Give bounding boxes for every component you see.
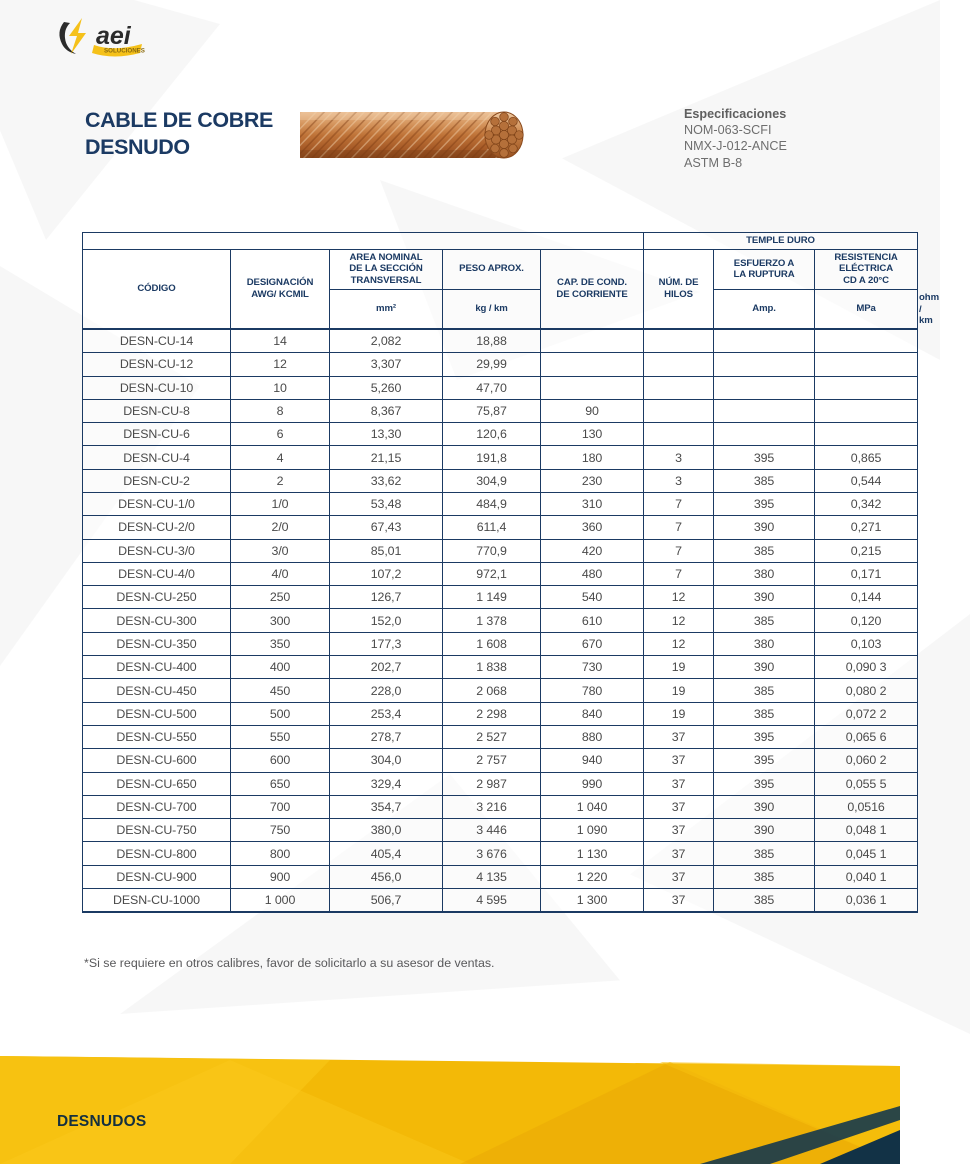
cell-designacion: 4 [231,446,330,469]
cell-peso: 4 135 [443,865,541,888]
table-row [83,656,918,679]
cell-esfuerzo: 385 [714,679,815,702]
cell-area: 278,7 [330,725,443,748]
table-row [83,562,918,585]
cell-resistencia: 0,342 [815,493,918,516]
cell-codigo: DESN-CU-4 [83,446,231,469]
cell-hilos: 7 [644,562,714,585]
cell-resistencia [815,423,918,446]
cell-hilos [644,423,714,446]
cell-cap: 420 [541,539,644,562]
table-row [83,399,918,422]
cell-resistencia [815,376,918,399]
cell-cap: 940 [541,749,644,772]
cell-hilos [644,353,714,376]
cell-esfuerzo [714,329,815,352]
cell-cap: 130 [541,423,644,446]
cell-cap: 780 [541,679,644,702]
resistencia-line-3: CD A 20°C [843,275,890,287]
cell-esfuerzo: 390 [714,516,815,539]
cell-hilos: 19 [644,702,714,725]
cell-cap: 840 [541,702,644,725]
cell-hilos: 7 [644,539,714,562]
cell-codigo: DESN-CU-600 [83,749,231,772]
cell-resistencia: 0,080 2 [815,679,918,702]
specifications-label: Especificaciones [684,107,787,121]
cell-hilos: 12 [644,632,714,655]
cell-hilos: 19 [644,679,714,702]
cell-area: 3,307 [330,353,443,376]
cell-resistencia: 0,065 6 [815,725,918,748]
cell-esfuerzo: 380 [714,632,815,655]
table-row [83,539,918,562]
footer-label: DESNUDOS [57,1113,147,1130]
unit-esfuerzo: MPa [815,289,918,329]
cell-codigo: DESN-CU-550 [83,725,231,748]
cell-codigo: DESN-CU-2/0 [83,516,231,539]
cell-codigo: DESN-CU-2 [83,469,231,492]
cell-resistencia: 0,090 3 [815,656,918,679]
page-header [0,95,900,185]
specifications-table-container [82,232,939,913]
cell-cap: 540 [541,586,644,609]
cell-cap: 1 040 [541,795,644,818]
company-logo [52,14,182,60]
cell-esfuerzo [714,399,815,422]
cell-cap: 310 [541,493,644,516]
cell-cap [541,353,644,376]
cell-hilos: 37 [644,889,714,912]
cell-designacion: 650 [231,772,330,795]
cell-area: 456,0 [330,865,443,888]
cell-designacion: 2/0 [231,516,330,539]
unit-capacidad: Amp. [714,289,815,329]
cell-cap: 1 220 [541,865,644,888]
cell-area: 253,4 [330,702,443,725]
cell-esfuerzo: 385 [714,842,815,865]
resistencia-line-1: RESISTENCIA [834,251,898,263]
cell-codigo: DESN-CU-10 [83,376,231,399]
cell-peso: 4 595 [443,889,541,912]
cell-designacion: 600 [231,749,330,772]
cell-area: 304,0 [330,749,443,772]
cell-designacion: 400 [231,656,330,679]
table-row [83,749,918,772]
cell-area: 33,62 [330,469,443,492]
cell-resistencia: 0,215 [815,539,918,562]
footer-banner-graphic [0,1046,900,1164]
designacion-line-2: AWG/ KCMIL [251,289,309,301]
cell-cap [541,376,644,399]
cell-area: 506,7 [330,889,443,912]
cell-hilos: 7 [644,516,714,539]
designacion-line-1: DESIGNACIÓN [246,277,314,289]
cell-hilos: 19 [644,656,714,679]
cell-designacion: 900 [231,865,330,888]
cell-hilos: 7 [644,493,714,516]
cell-area: 228,0 [330,679,443,702]
cell-designacion: 1 000 [231,889,330,912]
product-image [300,100,550,168]
cell-hilos: 37 [644,795,714,818]
cell-codigo: DESN-CU-500 [83,702,231,725]
cell-codigo: DESN-CU-900 [83,865,231,888]
cell-esfuerzo: 390 [714,656,815,679]
esfuerzo-line-1: ESFUERZO A [733,257,795,269]
column-header-numero-hilos [644,249,714,329]
cell-peso: 2 068 [443,679,541,702]
cell-peso: 1 838 [443,656,541,679]
cell-esfuerzo: 385 [714,702,815,725]
table-head [83,233,939,330]
cell-cap: 90 [541,399,644,422]
table-row [83,353,918,376]
cell-cap: 230 [541,469,644,492]
table-row [83,423,918,446]
cell-cap: 180 [541,446,644,469]
cell-resistencia: 0,048 1 [815,819,918,842]
cell-designacion: 14 [231,329,330,352]
cell-esfuerzo: 395 [714,749,815,772]
table-row [83,609,918,632]
cell-area: 405,4 [330,842,443,865]
cell-codigo: DESN-CU-700 [83,795,231,818]
cell-resistencia: 0,171 [815,562,918,585]
table-row [83,446,918,469]
cell-designacion: 550 [231,725,330,748]
cell-cap: 670 [541,632,644,655]
cell-cap [541,329,644,352]
cell-area: 380,0 [330,819,443,842]
cell-esfuerzo: 395 [714,446,815,469]
cell-esfuerzo: 385 [714,889,815,912]
cell-codigo: DESN-CU-12 [83,353,231,376]
table-row [83,679,918,702]
hilos-line-1: NÚM. DE [658,277,699,289]
cell-peso: 29,99 [443,353,541,376]
cell-esfuerzo: 380 [714,562,815,585]
cell-resistencia: 0,055 5 [815,772,918,795]
cell-codigo: DESN-CU-300 [83,609,231,632]
cell-designacion: 800 [231,842,330,865]
cell-area: 177,3 [330,632,443,655]
cell-peso: 1 149 [443,586,541,609]
table-header-row [83,249,918,289]
cell-designacion: 3/0 [231,539,330,562]
cell-peso: 3 446 [443,819,541,842]
page-title [85,107,300,160]
cell-peso: 3 216 [443,795,541,818]
cell-resistencia: 0,120 [815,609,918,632]
logo-tagline: SOLUCIONES [104,47,145,55]
esfuerzo-line-2: LA RUPTURA [733,269,795,281]
cell-designacion: 10 [231,376,330,399]
cell-area: 354,7 [330,795,443,818]
cell-peso: 611,4 [443,516,541,539]
copper-cable-illustration [300,100,550,168]
cell-area: 53,48 [330,493,443,516]
cell-codigo: DESN-CU-650 [83,772,231,795]
cell-resistencia [815,353,918,376]
column-header-designacion [231,249,330,329]
cell-cap: 610 [541,609,644,632]
cell-esfuerzo: 385 [714,609,815,632]
cell-esfuerzo: 395 [714,725,815,748]
footnote-text: *Si se requiere en otros calibres, favor de solicitarlo a su asesor de ventas. [84,956,495,970]
group-header-temple-duro: TEMPLE DURO [644,233,918,250]
cell-area: 2,082 [330,329,443,352]
cell-esfuerzo: 390 [714,795,815,818]
cell-cap: 880 [541,725,644,748]
cell-designacion: 8 [231,399,330,422]
logo-wordmark: aei [96,22,131,50]
cell-cap: 480 [541,562,644,585]
cell-area: 152,0 [330,609,443,632]
cell-hilos: 3 [644,469,714,492]
cell-cap: 990 [541,772,644,795]
cell-designacion: 300 [231,609,330,632]
cell-codigo: DESN-CU-800 [83,842,231,865]
cell-hilos: 37 [644,772,714,795]
cell-codigo: DESN-CU-4/0 [83,562,231,585]
cell-cap: 1 130 [541,842,644,865]
cell-codigo: DESN-CU-8 [83,399,231,422]
table-row [83,725,918,748]
capacidad-line-1: CAP. DE COND. [557,277,627,289]
cell-codigo: DESN-CU-6 [83,423,231,446]
table-row [83,842,918,865]
cell-designacion: 700 [231,795,330,818]
cell-resistencia [815,329,918,352]
cell-designacion: 1/0 [231,493,330,516]
cell-esfuerzo [714,376,815,399]
column-header-resistencia-electrica [815,249,918,289]
cell-hilos [644,376,714,399]
cell-area: 67,43 [330,516,443,539]
resistencia-line-2: ELÉCTRICA [839,263,894,275]
cell-esfuerzo: 390 [714,586,815,609]
cell-resistencia: 0,040 1 [815,865,918,888]
cell-resistencia: 0,060 2 [815,749,918,772]
table-row [83,493,918,516]
cell-designacion: 500 [231,702,330,725]
group-header-spacer [83,233,644,250]
specification-item: ASTM B-8 [684,155,743,170]
cell-peso: 191,8 [443,446,541,469]
cell-peso: 47,70 [443,376,541,399]
cell-esfuerzo: 385 [714,865,815,888]
cell-peso: 2 987 [443,772,541,795]
cell-area: 126,7 [330,586,443,609]
hilos-line-2: HILOS [664,289,693,301]
cell-resistencia [815,399,918,422]
cell-peso: 770,9 [443,539,541,562]
table-group-header-row [83,233,918,250]
cell-hilos: 37 [644,749,714,772]
cell-hilos [644,329,714,352]
page-title-line-2: DESNUDO [85,134,190,159]
cell-peso: 1 608 [443,632,541,655]
cell-resistencia: 0,271 [815,516,918,539]
cell-hilos: 37 [644,725,714,748]
column-header-peso-aprox: PESO APROX. [443,249,541,289]
column-header-capacidad-corriente [541,249,644,329]
cell-area: 13,30 [330,423,443,446]
cell-codigo: DESN-CU-3/0 [83,539,231,562]
cell-area: 85,01 [330,539,443,562]
cell-resistencia: 0,865 [815,446,918,469]
cell-peso: 2 298 [443,702,541,725]
cell-hilos: 37 [644,842,714,865]
cell-esfuerzo [714,423,815,446]
cell-peso: 304,9 [443,469,541,492]
table-row [83,795,918,818]
table-body [83,329,918,911]
cell-codigo: DESN-CU-450 [83,679,231,702]
cell-peso: 2 527 [443,725,541,748]
cell-codigo: DESN-CU-400 [83,656,231,679]
column-header-codigo: CÓDIGO [83,249,231,329]
footer-banner [0,1046,900,1164]
cell-area: 329,4 [330,772,443,795]
cell-peso: 1 378 [443,609,541,632]
specification-item: NMX-J-012-ANCE [684,139,787,154]
table-row [83,516,918,539]
table-row [83,819,918,842]
cell-esfuerzo: 385 [714,469,815,492]
cell-hilos: 37 [644,865,714,888]
cell-designacion: 450 [231,679,330,702]
cell-peso: 972,1 [443,562,541,585]
table-row [83,772,918,795]
cell-resistencia: 0,103 [815,632,918,655]
cell-resistencia: 0,544 [815,469,918,492]
cell-peso: 484,9 [443,493,541,516]
cell-resistencia: 0,036 1 [815,889,918,912]
cell-codigo: DESN-CU-350 [83,632,231,655]
cell-hilos: 12 [644,609,714,632]
cell-esfuerzo: 385 [714,539,815,562]
cell-esfuerzo [714,353,815,376]
area-line-1: AREA NOMINAL [349,251,423,263]
cell-codigo: DESN-CU-1000 [83,889,231,912]
cell-peso: 18,88 [443,329,541,352]
table-units-row: mm² kg / km Amp. MPa ohm / km [83,289,918,329]
cell-area: 8,367 [330,399,443,422]
cell-area: 5,260 [330,376,443,399]
table-row [83,702,918,725]
cell-area: 21,15 [330,446,443,469]
cell-codigo: DESN-CU-750 [83,819,231,842]
table-row [83,329,918,352]
cell-designacion: 750 [231,819,330,842]
cell-codigo: DESN-CU-250 [83,586,231,609]
table-row [83,586,918,609]
cell-designacion: 250 [231,586,330,609]
cell-esfuerzo: 395 [714,493,815,516]
cell-resistencia: 0,0516 [815,795,918,818]
specification-item: NOM-063-SCFI [684,123,772,138]
column-header-esfuerzo-ruptura [714,249,815,289]
cell-codigo: DESN-CU-1/0 [83,493,231,516]
cell-cap: 360 [541,516,644,539]
cell-hilos: 12 [644,586,714,609]
cell-peso: 3 676 [443,842,541,865]
cell-peso: 2 757 [443,749,541,772]
cell-esfuerzo: 390 [714,819,815,842]
cell-peso: 75,87 [443,399,541,422]
cell-hilos: 3 [644,446,714,469]
capacidad-line-2: DE CORRIENTE [556,289,628,301]
cell-codigo: DESN-CU-14 [83,329,231,352]
aei-logo-icon [52,14,182,60]
area-line-2: DE LA SECCIÓN [349,263,423,275]
specifications-block [684,106,787,171]
cell-area: 107,2 [330,562,443,585]
cell-resistencia: 0,144 [815,586,918,609]
cell-resistencia: 0,072 2 [815,702,918,725]
cell-cap: 1 090 [541,819,644,842]
cell-designacion: 2 [231,469,330,492]
cable-specifications-table [82,232,939,913]
cell-area: 202,7 [330,656,443,679]
cell-hilos: 37 [644,819,714,842]
unit-peso: kg / km [443,289,541,329]
cell-designacion: 350 [231,632,330,655]
cell-designacion: 12 [231,353,330,376]
unit-area: mm² [330,289,443,329]
table-row [83,469,918,492]
cell-designacion: 4/0 [231,562,330,585]
area-line-3: TRANSVERSAL [350,275,422,287]
cell-hilos [644,399,714,422]
page-title-line-1: CABLE DE COBRE [85,108,273,132]
cell-resistencia: 0,045 1 [815,842,918,865]
cell-designacion: 6 [231,423,330,446]
column-header-area-nominal [330,249,443,289]
cell-peso: 120,6 [443,423,541,446]
cell-cap: 730 [541,656,644,679]
table-row [83,889,918,912]
table-row [83,632,918,655]
table-row [83,376,918,399]
table-row [83,865,918,888]
cell-cap: 1 300 [541,889,644,912]
cell-esfuerzo: 395 [714,772,815,795]
